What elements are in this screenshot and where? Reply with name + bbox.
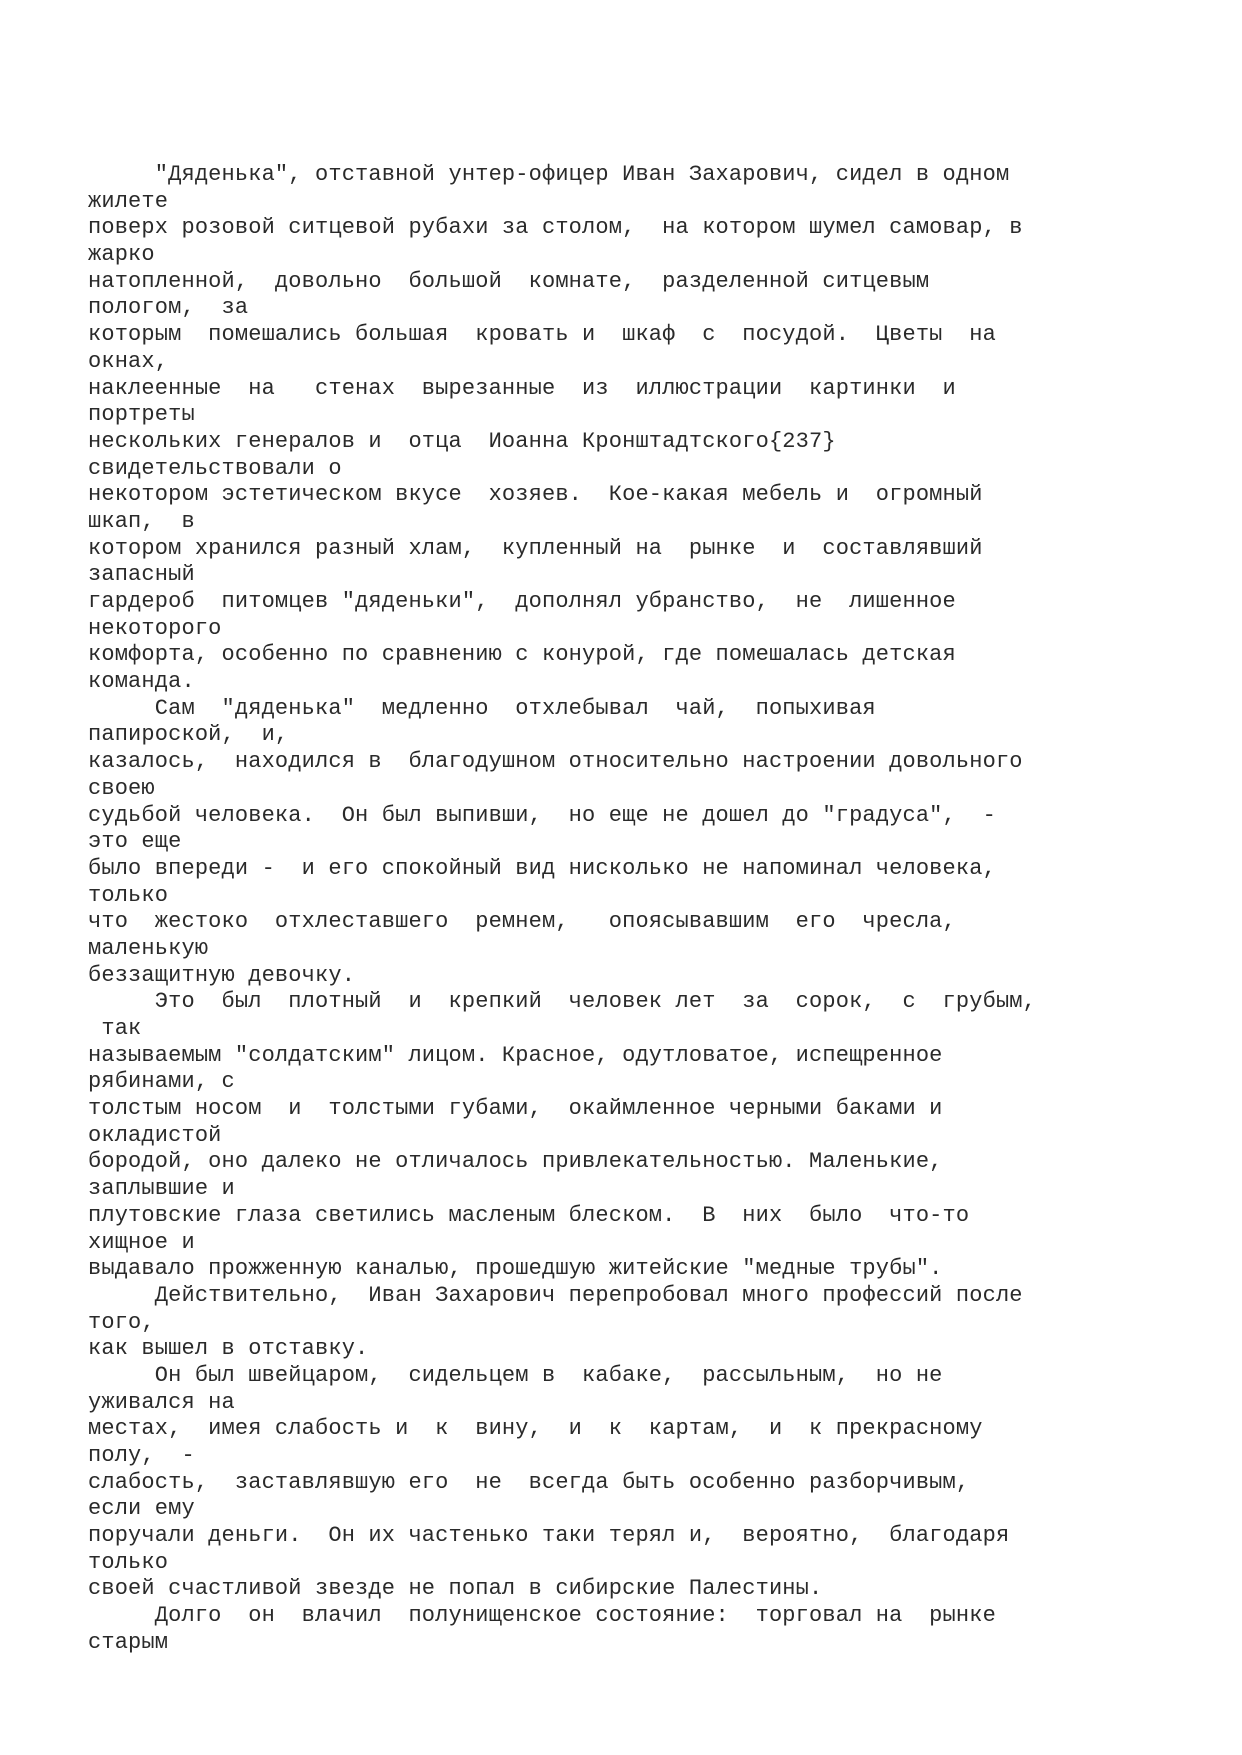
text-line: называемым "солдатским" лицом. Красное, одутловатое, испещренное xyxy=(88,1042,943,1068)
text-line: как вышел в отставку. xyxy=(88,1336,369,1362)
text-line: гардероб питомцев "дяденьки", дополнял убранство, не лишенное xyxy=(88,589,956,614)
text-line: что жестоко отхлеставшего ремнем, опоясывавшим его чресла, xyxy=(88,909,956,935)
text-line: наклеенные на стенах вырезанные из иллюстрации картинки и xyxy=(88,375,956,401)
text-line: бородой, оно далеко не отличалось привлекательностью. Маленькие, xyxy=(88,1149,943,1175)
text-line: команда. xyxy=(88,669,195,695)
text-line: портреты xyxy=(88,402,195,428)
text-line: судьбой человека. Он был выпивши, но еще не дошел до "градуса", - xyxy=(88,802,996,828)
text-line: поручали деньги. Он их частенько таки терял и, вероятно, благодаря xyxy=(88,1523,1010,1549)
text-line: заплывшие и xyxy=(88,1176,235,1202)
text-line: некотором эстетическом вкусе хозяев. Кое-какая мебель и огромный xyxy=(88,482,983,508)
text-line: казалось, находился в благодушном относительно настроении довольного xyxy=(88,749,1023,775)
text-line: Сам "дяденька" медленно отхлебывал чай, попыхивая xyxy=(88,695,876,721)
text-line: Долго он влачил полунищенское состояние: торговал на рынке xyxy=(88,1603,996,1629)
text-line: старым xyxy=(88,1629,169,1655)
text-line: свидетельствовали о xyxy=(88,455,342,481)
text-line: которым помешались большая кровать и шкаф с посудой. Цветы на xyxy=(88,322,996,348)
text-line: котором хранился разный хлам, купленный на рынке и составлявший xyxy=(88,535,983,561)
text-line: так xyxy=(88,1016,142,1041)
text-line: запасный xyxy=(88,562,195,588)
text-line: местах, имея слабость и к вину, и к картам, и к прекрасному xyxy=(88,1416,983,1442)
text-line: Это был плотный и крепкий человек лет за сорок, с грубым, xyxy=(88,989,1037,1015)
text-line: только xyxy=(88,1549,169,1575)
text-line: Действительно, Иван Захарович перепробовал много профессий после xyxy=(88,1282,1023,1308)
text-line: Он был швейцаром, сидельцем в кабаке, рассыльным, но не xyxy=(88,1362,943,1388)
text-line: своей счастливой звезде не попал в сибирские Палестины. xyxy=(88,1576,823,1602)
text-line: уживался на xyxy=(88,1389,235,1415)
text-line: это еще xyxy=(88,829,182,855)
text-line: своею xyxy=(88,775,155,801)
text-line: выдавало прожженную каналью, прошедшую житейские "медные трубы". xyxy=(88,1256,943,1282)
text-line: жарко xyxy=(88,242,155,268)
text-line: жилете xyxy=(88,188,169,214)
text-line: "Дяденька", отставной унтер-офицер Иван Захарович, сидел в одном xyxy=(88,162,1010,187)
text-line: беззащитную девочку. xyxy=(88,962,356,988)
text-line: если ему xyxy=(88,1496,195,1522)
text-line: плутовские глаза светились масленым блеском. В них было что-то xyxy=(88,1202,970,1228)
text-line: окладистой xyxy=(88,1122,222,1148)
text-line: комфорта, особенно по сравнению с конурой, где помешалась детская xyxy=(88,642,956,668)
text-line: маленькую xyxy=(88,935,209,961)
text-line: натопленной, довольно большой комнате, разделенной ситцевым xyxy=(88,268,930,294)
text-line: хищное и xyxy=(88,1229,195,1255)
text-line: полу, - xyxy=(88,1443,195,1468)
document-text xyxy=(88,162,1208,1657)
text-line: папироской, и, xyxy=(88,722,289,748)
text-line: слабость, заставлявшую его не всегда быть особенно разборчивым, xyxy=(88,1469,970,1495)
text-line: некоторого xyxy=(88,615,222,641)
text-line: только xyxy=(88,882,169,908)
text-line: поверх розовой ситцевой рубахи за столом, на котором шумел самовар, в xyxy=(88,215,1023,241)
text-line: толстым носом и толстыми губами, окаймленное черными баками и xyxy=(88,1096,943,1122)
text-line: пологом, за xyxy=(88,295,249,321)
text-line: окнах, xyxy=(88,348,169,374)
text-line: того, xyxy=(88,1309,155,1335)
text-line: шкап, в xyxy=(88,508,195,534)
text-line: было впереди - и его спокойный вид нисколько не напоминал человека, xyxy=(88,855,996,881)
text-line: нескольких генералов и отца Иоанна Кронштадтского{237} xyxy=(88,428,836,454)
text-line: рябинами, с xyxy=(88,1069,235,1095)
